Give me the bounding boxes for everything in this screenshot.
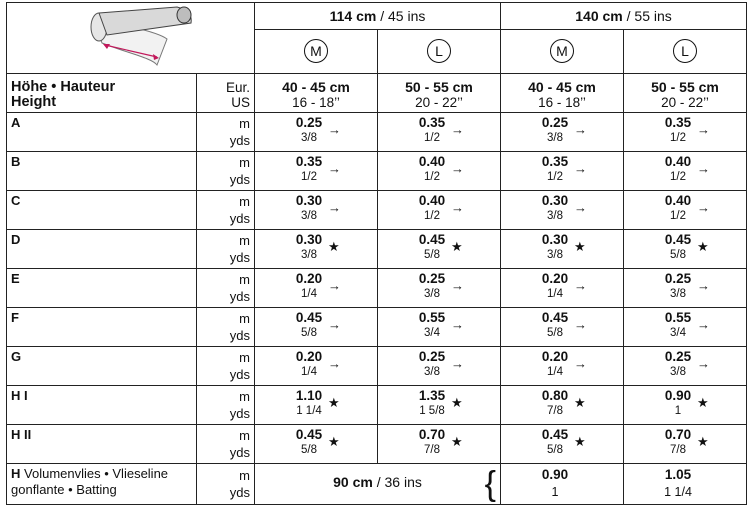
size-l-circle-icon: L [427,39,451,63]
value-cell [624,191,747,230]
unit-m: m [239,311,250,326]
value-m: 0.35 [295,154,323,169]
row-label: F [7,308,197,347]
value-m: 0.80 [541,388,569,403]
unit-m: m [239,428,250,443]
star-icon: ★ [328,239,340,254]
value-cell [378,113,501,152]
value-m: 0.25 [295,115,323,130]
value-yds: 7/8 [547,405,563,417]
measure-cell-2 [501,74,624,113]
star-icon: ★ [451,434,463,449]
value-yds: 1 5/8 [419,405,445,417]
yardage-table [6,2,747,505]
fabric-width-114: 114 cm / 45 ins [255,3,501,30]
value-cell [255,308,378,347]
value-cell [378,152,501,191]
value-m: 0.45 [541,427,569,442]
value-m: 0.30 [295,193,323,208]
value-yds: 1/2 [670,132,686,144]
value-m: 0.30 [295,232,323,247]
star-icon: ★ [697,434,709,449]
star-icon: ★ [574,395,586,410]
value-m: 0.45 [418,232,446,247]
value-cell [378,269,501,308]
row-label: A [7,113,197,152]
value-m: 0.35 [664,115,692,130]
unit-m: m [239,116,250,131]
value-yds: 3/8 [547,210,563,222]
value-cell [501,425,624,464]
value-m: 0.40 [664,154,692,169]
value-m: 0.20 [541,349,569,364]
value-yds: 3/8 [301,210,317,222]
value-m: 1.10 [295,388,323,403]
value-m: 0.40 [418,193,446,208]
value-m: 0.45 [295,427,323,442]
row-label: H I [7,386,197,425]
value-yds: 1/2 [424,171,440,183]
arrow-right-icon: → [328,122,341,137]
value-yds: 5/8 [424,249,440,261]
row-unit [197,113,255,152]
unit-yds: yds [229,133,250,148]
batting-label-line1: Volumenvlies • Vlieseline [24,466,169,481]
row-label: E [7,269,197,308]
value-yds: 1/4 [547,288,563,300]
arrow-right-icon: → [574,200,587,215]
unit-yds: yds [229,445,250,460]
arrow-right-icon: → [328,161,341,176]
batting-width-ins: 36 ins [384,474,422,490]
value-cell [255,230,378,269]
star-icon: ★ [328,434,340,449]
value-m: 0.90 [541,467,569,482]
value-cell [624,113,747,152]
value-yds: 1/4 [547,366,563,378]
height-label-line1: Höhe • Hauteur [11,79,116,95]
measure-cell-1 [378,74,501,113]
fabric-roll-icon [7,3,197,73]
value-m: 0.25 [541,115,569,130]
arrow-right-icon: → [574,278,587,293]
batting-width-cm: 90 cm [333,474,373,490]
value-yds: 5/8 [547,444,563,456]
arrow-right-icon: → [451,200,464,215]
value-cell [501,308,624,347]
size-l-circle-icon: L [673,39,697,63]
measure-inches: 20 - 22’’ [661,95,709,110]
value-cell [255,152,378,191]
width-140-ins: 55 ins [634,7,672,24]
batting-label-line2: gonflante • Batting [11,482,117,497]
arrow-right-icon: → [697,317,710,332]
unit-label [197,74,255,113]
batting-width-cell [255,464,501,505]
arrow-right-icon: → [451,356,464,371]
arrow-right-icon: → [451,161,464,176]
table-row [7,308,747,347]
value-yds: 1 1/4 [296,405,322,417]
star-icon: ★ [451,239,463,254]
row-unit [197,464,255,505]
value-cell [501,269,624,308]
value-m: 0.20 [541,271,569,286]
unit-m: m [239,194,250,209]
measure-cm: 40 - 45 cm [282,79,350,95]
star-icon: ★ [697,395,709,410]
size-m-circle-icon: M [304,39,328,63]
row-label: G [7,347,197,386]
value-yds: 3/8 [670,366,686,378]
value-cell [378,347,501,386]
value-cell [378,191,501,230]
value-cell [624,464,747,505]
row-unit [197,269,255,308]
unit-us: US [231,95,250,110]
value-m: 0.25 [664,271,692,286]
value-cell [378,308,501,347]
unit-yds: yds [229,328,250,343]
value-yds: 3/8 [424,366,440,378]
width-114-cm: 114 cm [329,7,377,24]
value-m: 1.35 [418,388,446,403]
value-yds: 1/4 [301,288,317,300]
width-140-cm: 140 cm [575,7,623,24]
value-yds: 5/8 [547,327,563,339]
value-yds: 1 [551,485,559,499]
value-m: 0.45 [295,310,323,325]
table-row-batting [7,464,747,505]
star-icon: ★ [451,395,463,410]
measure-cell-3 [624,74,747,113]
value-m: 0.45 [664,232,692,247]
value-cell [255,269,378,308]
width-114-ins: 45 ins [388,7,426,24]
unit-yds: yds [229,172,250,187]
value-cell [624,152,747,191]
arrow-right-icon: → [574,356,587,371]
unit-yds: yds [229,211,250,226]
value-cell [501,347,624,386]
star-icon: ★ [328,395,340,410]
value-m: 0.55 [664,310,692,325]
size-cell-1 [378,29,501,73]
table-row [7,269,747,308]
fabric-width-140: 140 cm / 55 ins [501,3,747,30]
value-m: 0.25 [418,271,446,286]
value-yds: 3/8 [547,132,563,144]
unit-yds: yds [229,289,250,304]
table-row [7,152,747,191]
value-cell [624,308,747,347]
arrow-right-icon: → [328,356,341,371]
row-label: H II [7,425,197,464]
value-yds: 5/8 [301,327,317,339]
value-m: 0.25 [418,349,446,364]
value-yds: 1/2 [424,210,440,222]
value-cell [255,113,378,152]
height-label [7,74,197,113]
row-unit [197,347,255,386]
value-yds: 5/8 [670,249,686,261]
fabric-illustration-cell [7,3,255,74]
arrow-right-icon: → [328,200,341,215]
value-m: 0.35 [418,115,446,130]
star-icon: ★ [697,239,709,254]
value-m: 0.25 [664,349,692,364]
row-label: C [7,191,197,230]
value-cell [624,269,747,308]
measure-cm: 50 - 55 cm [651,79,719,95]
batting-label-h: H [11,466,21,481]
value-yds: 7/8 [424,444,440,456]
value-cell [378,230,501,269]
unit-m: m [239,155,250,170]
unit-m: m [239,350,250,365]
value-m: 0.35 [541,154,569,169]
size-cell-0 [255,29,378,73]
value-yds: 3/8 [301,132,317,144]
value-cell [624,386,747,425]
value-yds: 1 1/4 [664,485,692,499]
value-cell [255,386,378,425]
measure-cm: 50 - 55 cm [405,79,473,95]
value-cell [624,425,747,464]
value-cell [501,230,624,269]
value-cell [501,386,624,425]
value-yds: 3/8 [301,249,317,261]
unit-m: m [239,272,250,287]
value-cell [378,386,501,425]
unit-eur: Eur. [225,80,250,95]
value-m: 0.70 [664,427,692,442]
unit-yds: yds [229,406,250,421]
row-label: B [7,152,197,191]
arrow-right-icon: → [697,122,710,137]
arrow-right-icon: → [697,356,710,371]
arrow-right-icon: → [697,200,710,215]
value-cell [624,347,747,386]
value-cell [624,230,747,269]
row-unit [197,386,255,425]
height-label-line2: Height [11,94,57,110]
value-yds: 1/4 [301,366,317,378]
star-icon: ★ [574,239,586,254]
size-cell-2 [501,29,624,73]
unit-m: m [239,233,250,248]
table-row [7,230,747,269]
value-yds: 3/8 [547,249,563,261]
value-cell [501,113,624,152]
table-row [7,191,747,230]
value-m: 0.30 [541,232,569,247]
value-yds: 3/8 [670,288,686,300]
table-row [7,386,747,425]
value-cell [255,347,378,386]
value-m: 0.20 [295,349,323,364]
value-yds: 7/8 [670,444,686,456]
row-unit [197,308,255,347]
arrow-right-icon: → [451,278,464,293]
value-m: 0.70 [418,427,446,442]
measure-cm: 40 - 45 cm [528,79,596,95]
value-yds: 1/2 [670,210,686,222]
value-cell [501,191,624,230]
unit-yds: yds [229,485,250,500]
table-row [7,113,747,152]
yardage-chart [6,2,746,503]
value-yds: 3/8 [424,288,440,300]
value-m: 0.40 [664,193,692,208]
value-yds: 1/2 [670,171,686,183]
value-m: 0.45 [541,310,569,325]
arrow-right-icon: → [328,278,341,293]
value-yds: 5/8 [301,444,317,456]
value-cell [501,464,624,505]
value-m: 0.90 [664,388,692,403]
row-label: D [7,230,197,269]
size-m-circle-icon: M [550,39,574,63]
arrow-right-icon: → [328,317,341,332]
arrow-right-icon: → [574,317,587,332]
value-cell [255,425,378,464]
unit-yds: yds [229,250,250,265]
batting-label [7,464,197,505]
brace-icon: { [484,465,496,503]
value-m: 0.40 [418,154,446,169]
value-yds: 3/4 [424,327,440,339]
measure-inches: 16 - 18’’ [538,95,586,110]
value-yds: 1 [674,405,682,417]
value-yds: 3/4 [670,327,686,339]
star-icon: ★ [574,434,586,449]
measure-inches: 16 - 18’’ [292,95,340,110]
row-unit [197,191,255,230]
row-unit [197,230,255,269]
unit-yds: yds [229,367,250,382]
value-m: 1.05 [664,467,692,482]
value-m: 0.55 [418,310,446,325]
arrow-right-icon: → [697,278,710,293]
measure-cell-0 [255,74,378,113]
row-unit [197,152,255,191]
size-cell-3 [624,29,747,73]
value-m: 0.30 [541,193,569,208]
value-cell [255,191,378,230]
value-cell [378,425,501,464]
arrow-right-icon: → [697,161,710,176]
batting-width: 90 cm / 36 ins [333,474,422,490]
arrow-right-icon: → [574,161,587,176]
unit-m: m [239,468,250,483]
row-unit [197,425,255,464]
value-yds: 1/2 [301,171,317,183]
value-yds: 1/2 [424,132,440,144]
value-yds: 1/2 [547,171,563,183]
measure-inches: 20 - 22’’ [415,95,463,110]
arrow-right-icon: → [451,317,464,332]
value-m: 0.20 [295,271,323,286]
table-row [7,347,747,386]
value-cell [501,152,624,191]
table-row [7,425,747,464]
unit-m: m [239,389,250,404]
arrow-right-icon: → [574,122,587,137]
arrow-right-icon: → [451,122,464,137]
